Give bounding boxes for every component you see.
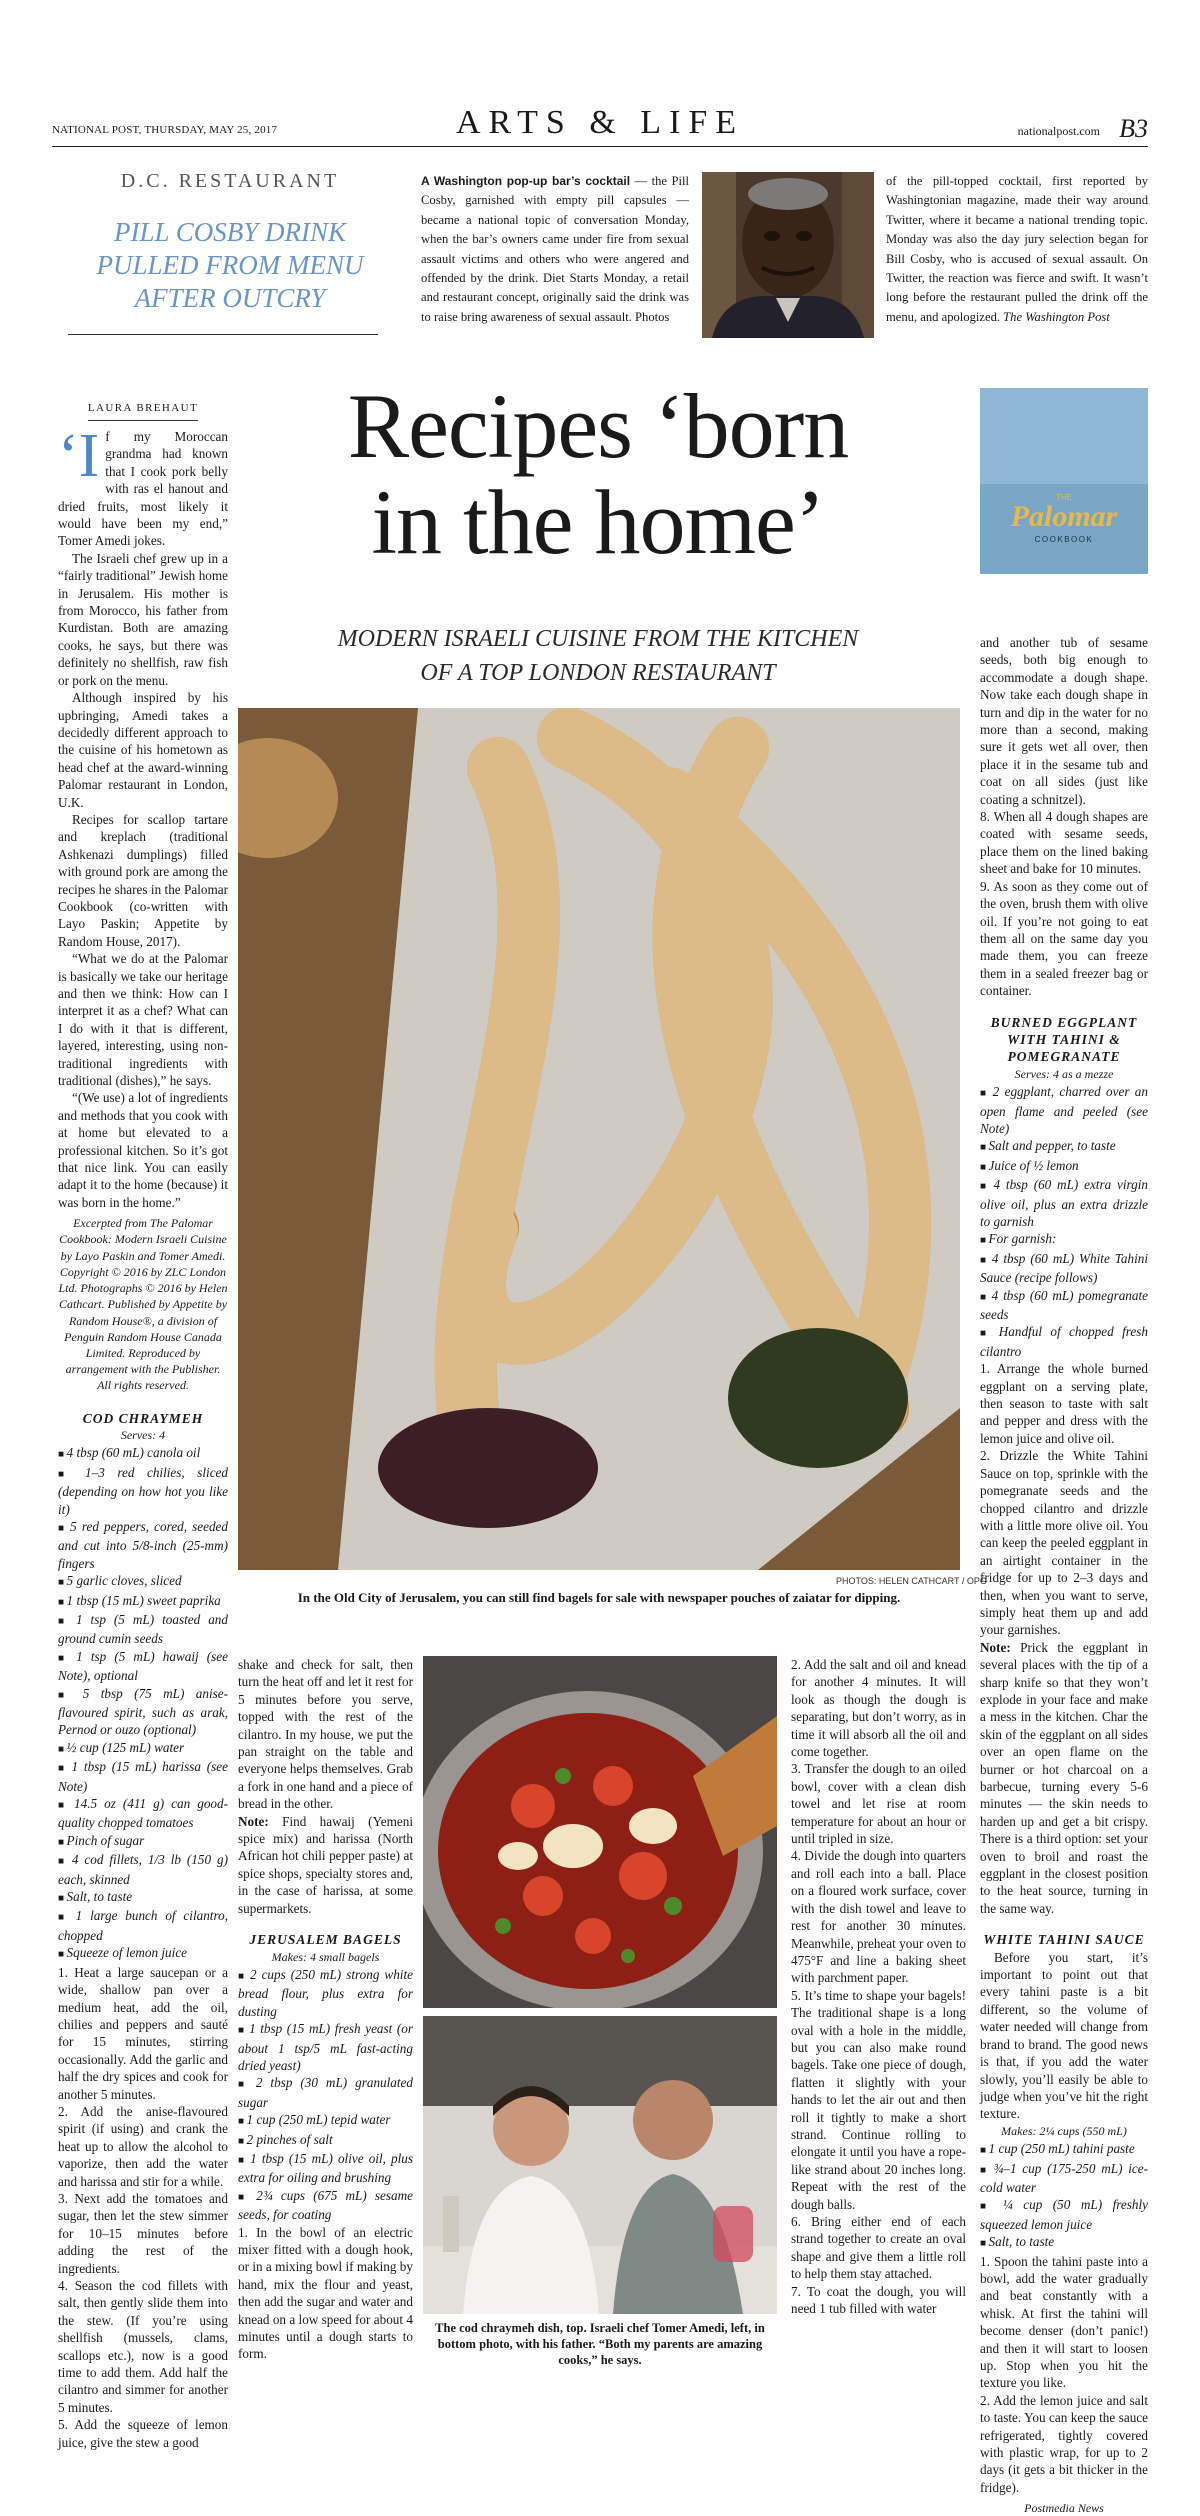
cod-continued-column xyxy=(238,1656,413,2363)
dropcap: ‘I xyxy=(58,422,100,490)
excerpt-credit: Excerpted from The Palomar Cookbook: Modern Israeli Cuisine by Layo Paskin and Tomer Amedi. Copyright © 2016 by ZLC London Ltd. Photographs © 2016 by Helen Cathcart. Published by Appetite by Random House®, a division of Penguin Random House Canada Limited. Reproduced by arrangement with the Publisher. All rights reserved. xyxy=(58,1216,228,1393)
cod-ingredient: ■ 1 tsp (5 mL) toasted and ground cumin seeds xyxy=(58,1611,228,1648)
eggplant-ingredient: ■ Salt and pepper, to taste xyxy=(980,1137,1148,1156)
right-column xyxy=(980,634,1148,2516)
intro-column xyxy=(58,422,229,2451)
eggplant-serves: Serves: 4 as a mezze xyxy=(1014,1066,1114,1081)
intro-p5: “What we do at the Palomar is basically we take our heritage and then we think: How can I interpret it as a chef? What can I do with it that is different, layered, interesting, using non-traditional ingredients with traditional (dishes),” he says. xyxy=(58,951,228,1089)
chefs-photo xyxy=(423,2016,777,2314)
cod-ingredient: ■ Pinch of sugar xyxy=(58,1832,228,1851)
bagels-photo xyxy=(238,708,960,1570)
eggplant-note: Prick the eggplant in several places with the tip of a sharp knife so that they won’t explode in your face and make a mess in the kitchen. Char the skin of the eggplant on all sides over an open flame on the burner or hot charcoal on a barbecue, turning every 5-6 minutes — the skin needs to harden up and get a bit crispy. There is a third option: set your oven to broil and roast the eggplant in the closest position to the heat source, turning in the same way. xyxy=(980,1639,1148,1916)
cod-step: 4. Season the cod fillets with salt, then gently slide them into the stew. (If you’re using shellfish (mussels, clams, scallops etc.), now is a good time to add them. Add half the cilantro and simmer for another 5 minutes. xyxy=(58,2278,228,2415)
tahini-ingredient: ■ Salt, to taste xyxy=(980,2233,1148,2252)
deck-line-2: OF A TOP LONDON RESTAURANT xyxy=(420,660,776,686)
cosby-photo xyxy=(702,172,874,338)
bagels-ingredient: ■ 2 cups (250 mL) strong white bread flour, plus extra for dusting xyxy=(238,1966,413,2020)
cod-ingredient: ■ 5 red peppers, cored, seeded and cut into 5/8-inch (25-mm) fingers xyxy=(58,1518,228,1572)
tahini-intro: Before you start, it’s important to point out that every tahini paste is a bit different, so the volume of water needed will change from brand to brand. The good news is that, if you add the water slowly, you’ll easily be able to judge when you’ve hit the right texture. xyxy=(980,1949,1148,2122)
dateline: NATIONAL POST, THURSDAY, MAY 25, 2017 xyxy=(52,124,278,136)
bagels-ingredient: ■ 1 cup (250 mL) tepid water xyxy=(238,2111,413,2130)
cod-step: 2. Add the anise-flavoured spirit (if using) and crank the heat up to allow the alcohol to vaporize, then add the water and harissa and stir for a while. xyxy=(58,2103,228,2189)
intro-p6: “(We use) a lot of ingredients and methods that you cook with at home but elevated to a professional kitchen. So it’s got that nice link. You can easily adapt it to the home (because) it was born in the home.” xyxy=(58,1090,228,1210)
dc-headline: PILL COSBY DRINK PULLED FROM MENU AFTER OUTCRY xyxy=(96,217,364,313)
tahini-ingredient: ■ ¾–1 cup (175-250 mL) ice-cold water xyxy=(980,2160,1148,2197)
deck-line-1: MODERN ISRAELI CUISINE FROM THE KITCHEN xyxy=(337,626,859,652)
cod-step: 5. Add the squeeze of lemon juice, give the stew a good xyxy=(58,2417,228,2450)
intro-p4: Recipes for scallop tartare and kreplach (traditional Ashkenazi dumplings) filled with ground pork are among the recipes he shares in the Palomar Cookbook (co-written with Layo Paskin; Appetite by Random House, 2017). xyxy=(58,811,228,949)
intro-p3: Although inspired by his upbringing, Amedi takes a decidedly different approach to the cuisine of his hometown as head chef at the award-winning Palomar restaurant in London, U.K. xyxy=(58,690,228,810)
cod-chraymeh-photo xyxy=(423,1656,777,2008)
main-headline xyxy=(238,375,958,573)
deck xyxy=(238,622,958,690)
eggplant-ingredient: ■ 2 eggplant, charred over an open flame and peeled (see Note) xyxy=(980,1083,1148,1137)
bagels-step: 1. In the bowl of an electric mixer fitted with a dough hook, or in a mixing bowl if making by hand, mix the flour and yeast, then add the sugar and water and knead on a low speed for about 4 minutes until a dough starts to form. xyxy=(238,2224,413,2362)
tahini-source: Postmedia News xyxy=(1024,2501,1104,2516)
dc-lead: A Washington pop-up bar’s cocktail xyxy=(421,174,631,188)
bagels-step: 3. Transfer the dough to an oiled bowl, cover with a clean dish towel and let rise at room temperature for about an hour or until tripled in size. xyxy=(791,1761,966,1847)
dc-col2-text: of the pill-topped cocktail, first reported by Washingtonian magazine, made their way around Twitter, where it became a national trending topic. Monday was also the day jury selection began for Bill Cosby, who is accused of sexual assault. On Twitter, the reaction was fierce and swift. It wasn’t long before the restaurant pulled the drink off the menu, and apologized. xyxy=(886,174,1148,324)
bagels-step: 2. Add the salt and oil and knead for another 4 minutes. It will look as though the dough is separating, but don’t worry, as in time it will absorb all the oil and come together. xyxy=(791,1657,966,1760)
cod-ingredient: ■ 1 tsp (5 mL) hawaij (see Note), optional xyxy=(58,1648,228,1685)
eggplant-note-label: Note: xyxy=(980,1639,1011,1655)
cod-note: Find hawaij (Yemeni spice mix) and harissa (North African hot chili pepper paste) at spice shops, specialty stores and, in the case of harissa, at some supermarkets. xyxy=(238,1813,413,1916)
eggplant-ingredient: ■ For garnish: xyxy=(980,1230,1148,1249)
bagels-step: 4. Divide the dough into quarters and roll each into a ball. Place on a floured work surface, cover with the dish towel and leave to rest for another 30 minutes. Meanwhile, preheat your oven to 475°F and line a baking sheet with parchment paper. xyxy=(791,1848,966,1986)
cod-ingredient: ■ ½ cup (125 mL) water xyxy=(58,1739,228,1758)
byline-rule xyxy=(88,420,198,421)
cod-note-label: Note: xyxy=(238,1813,269,1829)
masthead-rule xyxy=(52,146,1148,147)
cod-ingredient: ■ 5 garlic cloves, sliced xyxy=(58,1572,228,1591)
book-title-small: THE xyxy=(1056,493,1072,502)
cookbook-cover xyxy=(980,388,1148,574)
dc-rule xyxy=(68,334,378,335)
bagels-ingredient: ■ 1 tbsp (15 mL) fresh yeast (or about 1 tsp/5 mL fast-acting dried yeast) xyxy=(238,2020,413,2074)
intro-p2: The Israeli chef grew up in a “fairly traditional” Jewish home in Jerusalem. His mother is from Morocco, his father from Kurdistan. Both are amazing cooks, he says, but there was definitely no shellfish, raw fish or pork on the menu. xyxy=(58,550,228,688)
cod-ingredient: ■ 1 tbsp (15 mL) harissa (see Note) xyxy=(58,1758,228,1795)
eggplant-step: 2. Drizzle the White Tahini Sauce on top, sprinkle with the pomegranate seeds and the chopped cilantro and drizzle with a little more olive oil. You can keep the peeled eggplant in an airtight container in the fridge for up to 2–3 days and then, when you want to serve, simply heat them up and add your garnishes. xyxy=(980,1448,1148,1638)
bagels-ingredient: ■ 1 tbsp (15 mL) olive oil, plus extra for oiling and brushing xyxy=(238,2150,413,2187)
bagels-makes: Makes: 4 small bagels xyxy=(271,1949,380,1964)
bagels-title: JERUSALEM BAGELS xyxy=(249,1932,402,1948)
tahini-title: WHITE TAHINI SAUCE xyxy=(983,1932,1145,1948)
tahini-ingredient: ■ ¼ cup (50 mL) freshly squeezed lemon juice xyxy=(980,2196,1148,2233)
bagels-ingredient: ■ 2 pinches of salt xyxy=(238,2131,413,2150)
cod-serves: Serves: 4 xyxy=(120,1427,166,1442)
cod-step: 1. Heat a large saucepan or a wide, shallow pan over a medium heat, add the oil, chilies and peppers and sauté for 15 minutes, stirring occasionally. Add the garlic and half the dry spices and cook for another 5 minutes. xyxy=(58,1964,228,2102)
chefs-caption: The cod chraymeh dish, top. Israeli chef Tomer Amedi, left, in bottom photo, with his father. “Both my parents are amazing cooks,” he says. xyxy=(435,2321,765,2367)
dc-column-1 xyxy=(421,172,689,327)
cod-ingredient: ■ 5 tbsp (75 mL) anise-flavoured spirit, such as arak, Pernod or ouzo (optional) xyxy=(58,1685,228,1739)
tahini-makes: Makes: 2¼ cups (550 mL) xyxy=(1001,2123,1127,2138)
bagels-ingredient: ■ 2 tbsp (30 mL) granulated sugar xyxy=(238,2074,413,2111)
dc-source: The Washington Post xyxy=(1003,309,1110,324)
cod-ingredient: ■ Squeeze of lemon juice xyxy=(58,1944,228,1963)
cod-ingredient: ■ 1 tbsp (15 mL) sweet paprika xyxy=(58,1592,228,1611)
eggplant-title: BURNED EGGPLANT WITH TAHINI & POMEGRANATE xyxy=(990,1014,1138,1065)
bagels-step: 7. To coat the dough, you will need 1 tub filled with water xyxy=(791,2283,966,2317)
eggplant-ingredient: ■ 4 tbsp (60 mL) extra virgin olive oil, plus an extra drizzle to garnish xyxy=(980,1176,1148,1230)
cod-ingredient: ■ Salt, to taste xyxy=(58,1888,228,1907)
eggplant-ingredient: ■ 4 tbsp (60 mL) White Tahini Sauce (recipe follows) xyxy=(980,1250,1148,1287)
intro-p1: f my Moroccan grandma had known that I cook pork belly with ras el hanout and dried fruits, most likely it would have been my end,” Tomer Amedi jokes. xyxy=(58,429,228,549)
bagels-step: 6. Bring either end of each strand together to create an oval shape and give them a little roll to help them stay attached. xyxy=(791,2214,966,2282)
book-subtitle: COOKBOOK xyxy=(1034,535,1094,544)
bagels-ingredient: ■ 2¾ cups (675 mL) sesame seeds, for coating xyxy=(238,2187,413,2224)
eggplant-step: 1. Arrange the whole burned eggplant on a serving plate, then season to taste with salt and pepper and dress with the lemon juice and olive oil. xyxy=(980,1361,1148,1446)
book-title: Palomar xyxy=(1010,500,1118,533)
site-url[interactable]: nationalpost.com xyxy=(1017,124,1100,138)
eggplant-ingredient: ■ Juice of ½ lemon xyxy=(980,1157,1148,1176)
eggplant-ingredient: ■ 4 tbsp (60 mL) pomegranate seeds xyxy=(980,1287,1148,1324)
section-title: ARTS & LIFE xyxy=(455,104,745,141)
page-number: B3 xyxy=(1119,114,1148,143)
dc-kicker: D.C. RESTAURANT xyxy=(120,170,340,192)
cod-ingredient: ■ 1–3 red chilies, sliced (depending on how hot you like it) xyxy=(58,1464,228,1518)
cod-ingredient: ■ 1 large bunch of cilantro, chopped xyxy=(58,1907,228,1944)
dc-col1-text: — the Pill Cosby, garnished with empty pill capsules — became a national topic of conversation Monday, when the bar’s owners came under fire from sexual assault victims and others who were angered and offended by the drink. Diet Starts Monday, a retail and restaurant concept, originally said the drink was to raise bring awareness of sexual assault. Photos xyxy=(421,174,689,324)
bagels-caption: In the Old City of Jerusalem, you can still find bagels for sale with newspaper pouches of zaiatar for dipping. xyxy=(297,1590,901,1605)
tahini-step: 1. Spoon the tahini paste into a bowl, add the water gradually and beat constantly with a whisk. At first the tahini will become denser (don’t panic!) and then it will start to loosen up. Stop when you hit the texture you like. xyxy=(980,2253,1148,2391)
cod-title: COD CHRAYMEH xyxy=(82,1410,204,1426)
bagels-step: 8. When all 4 dough shapes are coated with sesame seeds, place them on the lined baking sheet and bake for 10 minutes. xyxy=(980,809,1148,877)
dc-column-2 xyxy=(886,172,1148,327)
bagels-continued: and another tub of sesame seeds, both big enough to accommodate a dough shape. Now take each dough shape in turn and dip in the water for no more than a second, making sure it gets wet all over, then place it in the sesame tub and coat on all sides (just like coating a schnitzel). xyxy=(980,635,1148,807)
cod-step: 3. Next add the tomatoes and sugar, then let the stew simmer for 10–15 minutes before adding the rest of the ingredients. xyxy=(58,2190,228,2276)
bagels-step: 5. It’s time to shape your bagels! The traditional shape is a long oval with a hole in the middle, but you can also make round bagels. Take one piece of dough, flatten it slightly with your hands to let the air out and then roll it tightly to make a short strand. Continue rolling to elongate it until you have a rope-like strand about 20 inches long. Repeat with the rest of the dough balls. xyxy=(791,1987,966,2212)
photo-credit: PHOTOS: HELEN CATHCART / OPG xyxy=(836,1576,987,1586)
bagels-step: 9. As soon as they come out of the oven, brush them with olive oil. If you’re not going to eat them all on the same day you made them, you can freeze them in a sealed freezer bag or container. xyxy=(980,878,1148,999)
cod-ingredient: ■ 4 tbsp (60 mL) canola oil xyxy=(58,1444,228,1463)
cod-ingredient: ■ 4 cod fillets, 1/3 lb (150 g) each, skinned xyxy=(58,1851,228,1888)
headline-line-2: in the home’ xyxy=(371,471,825,573)
cod-continued: shake and check for salt, then turn the heat off and let it rest for 5 minutes before you serve, topped with the rest of the cilantro. In my house, we put the pan straight on the table and everyone helps themselves. Grab a fork in one hand and a piece of bread in the other. xyxy=(238,1657,413,1812)
cod-ingredient: ■ 14.5 oz (411 g) can good-quality chopped tomatoes xyxy=(58,1795,228,1832)
byline: LAURA BREHAUT xyxy=(87,402,199,414)
headline-line-1: Recipes ‘born xyxy=(347,375,849,477)
bagels-steps-column xyxy=(791,1656,966,2317)
tahini-step: 2. Add the lemon juice and salt to taste. You can keep the sauce refrigerated, tightly covered with plastic wrap, for up to 2 days (it gets a bit thicker in the fridge). xyxy=(980,2392,1148,2495)
eggplant-ingredient: ■ Handful of chopped fresh cilantro xyxy=(980,1323,1148,1360)
tahini-ingredient: ■ 1 cup (250 mL) tahini paste xyxy=(980,2140,1148,2159)
